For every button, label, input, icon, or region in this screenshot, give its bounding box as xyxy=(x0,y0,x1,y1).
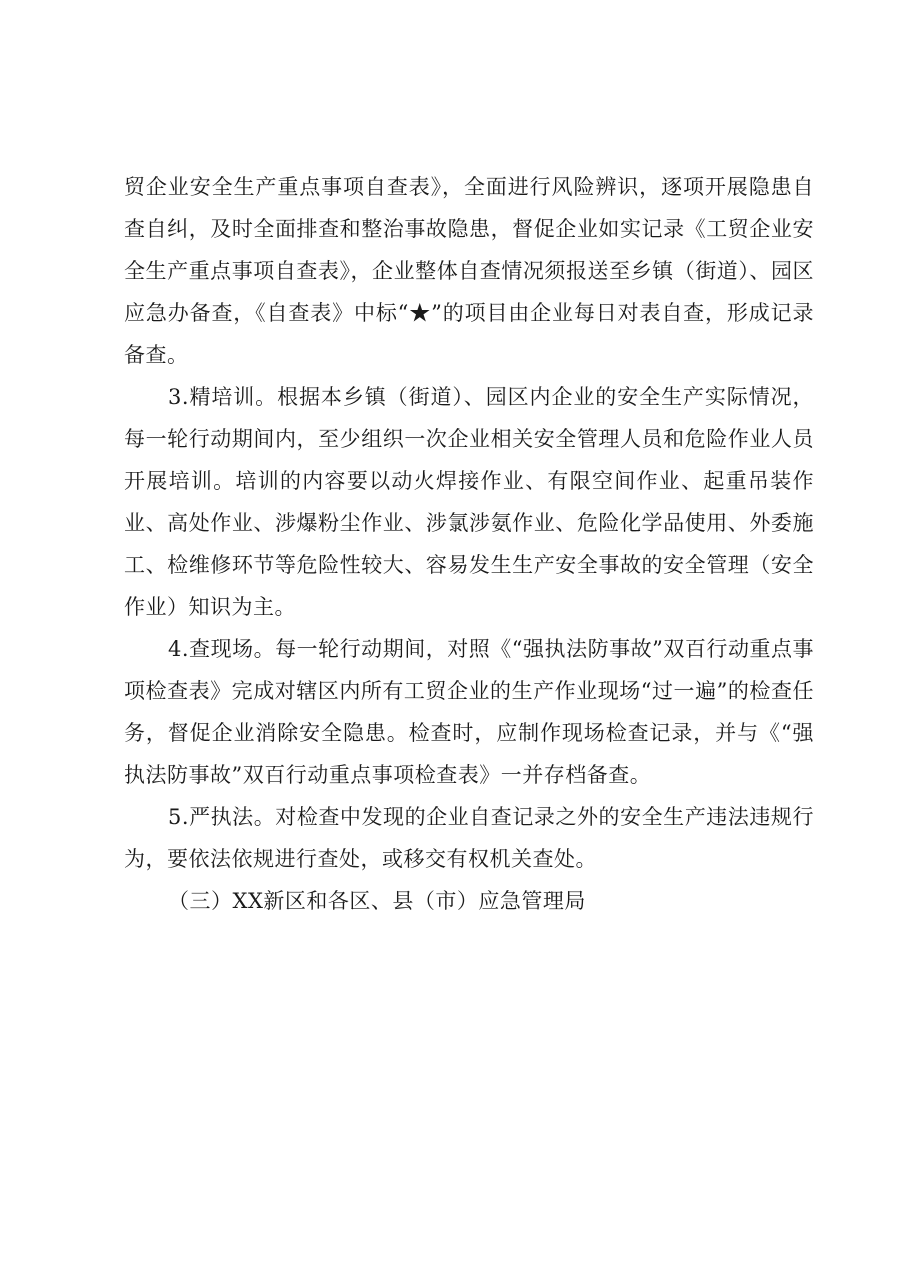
paragraph-item-3-training: 3.精培训。根据本乡镇（街道）、园区内企业的安全生产实际情况，每一轮行动期间内，至少组织一次企业相关安全管理人员和危险作业人员开展培训。培训的内容要以动火焊接作业、有限空间作业、起重吊装作业、高处作业、涉爆粉尘作业、涉氯涉氨作业、危险化学品使用、外委施工、检维修环节等危险性较大、容易发生生产安全事故的安全管理（安全作业）知识为主。 xyxy=(124,385,814,619)
document-body xyxy=(124,166,814,922)
section-heading: （三）XX新区和各区、县（市）应急管理局 xyxy=(168,889,586,913)
paragraph-item-5-enforcement: 5.严执法。对检查中发现的企业自查记录之外的安全生产违法违规行为，要依法依规进行查处，或移交有权机关查处。 xyxy=(124,805,814,871)
paragraph-item-4-inspection: 4.查现场。每一轮行动期间，对照《“强执法防事故”双百行动重点事项检查表》完成对辖区内所有工贸企业的生产作业现场“过一遍”的检查任务，督促企业消除安全隐患。检查时，应制作现场检查记录，并与《“强执法防事故”双百行动重点事项检查表》一并存档备查。 xyxy=(124,637,814,787)
paragraph-continuation: 贸企业安全生产重点事项自查表》，全面进行风险辨识，逐项开展隐患自查自纠，及时全面排查和整治事故隐患，督促企业如实记录《工贸企业安全生产重点事项自查表》，企业整体自查情况须报送至乡镇（街道）、园区应急办备查，《自查表》中标“★”的项目由企业每日对表自查，形成记录备查。 xyxy=(124,175,814,367)
